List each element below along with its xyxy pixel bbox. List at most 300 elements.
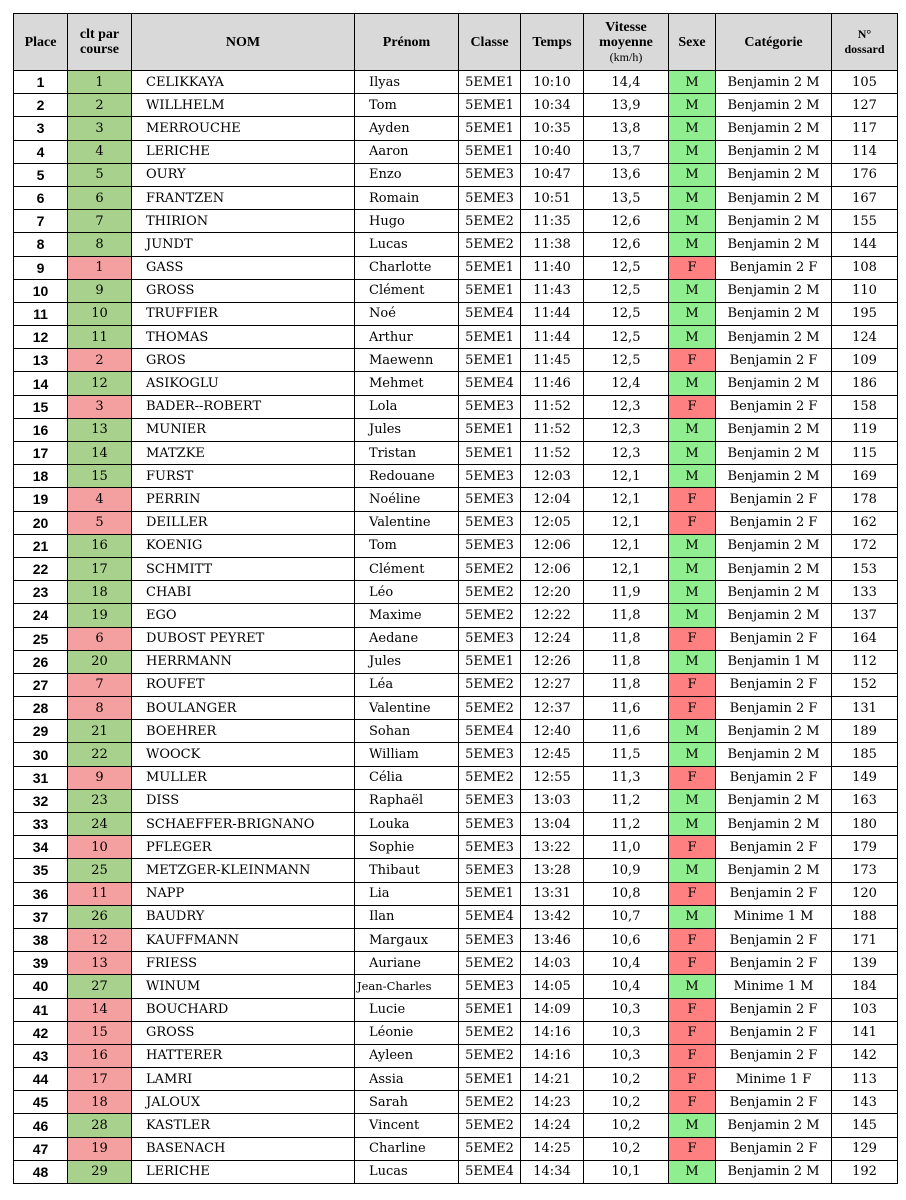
prenom-cell: Valentine (355, 697, 459, 720)
header-prenom: Prénom (355, 14, 459, 71)
clt-cell: 18 (68, 1091, 132, 1114)
categorie-cell: Benjamin 2 M (716, 163, 832, 186)
place-cell: 28 (14, 697, 68, 720)
table-row (14, 928, 898, 951)
dossard-cell: 108 (832, 256, 898, 279)
nom-cell: FURST (132, 465, 355, 488)
nom-cell: BADER--ROBERT (132, 395, 355, 418)
temps-cell: 11:46 (521, 372, 584, 395)
dossard-cell: 184 (832, 975, 898, 998)
vitesse-cell: 11,6 (584, 720, 669, 743)
classe-cell: 5EME1 (459, 117, 521, 140)
dossard-cell: 144 (832, 233, 898, 256)
table-row (14, 1091, 898, 1114)
nom-cell: BOUCHARD (132, 998, 355, 1021)
sexe-cell: F (669, 395, 716, 418)
sexe-cell: F (669, 1021, 716, 1044)
vitesse-cell: 11,8 (584, 604, 669, 627)
header-clt-line2: course (80, 42, 119, 57)
clt-cell: 17 (68, 1068, 132, 1091)
dossard-cell: 112 (832, 650, 898, 673)
nom-cell: GROSS (132, 279, 355, 302)
temps-cell: 12:45 (521, 743, 584, 766)
place-cell: 8 (14, 233, 68, 256)
classe-cell: 5EME1 (459, 94, 521, 117)
clt-cell: 19 (68, 604, 132, 627)
place-cell: 43 (14, 1044, 68, 1067)
table-row (14, 836, 898, 859)
place-cell: 5 (14, 163, 68, 186)
classe-cell: 5EME3 (459, 743, 521, 766)
place-cell: 24 (14, 604, 68, 627)
clt-cell: 9 (68, 279, 132, 302)
clt-cell: 1 (68, 71, 132, 94)
classe-cell: 5EME1 (459, 71, 521, 94)
temps-cell: 13:42 (521, 905, 584, 928)
clt-cell: 11 (68, 326, 132, 349)
clt-cell: 4 (68, 140, 132, 163)
categorie-cell: Benjamin 2 M (716, 418, 832, 441)
nom-cell: LAMRI (132, 1068, 355, 1091)
categorie-cell: Minime 1 M (716, 975, 832, 998)
prenom-cell: Lucie (355, 998, 459, 1021)
temps-cell: 10:51 (521, 186, 584, 209)
sexe-cell: F (669, 882, 716, 905)
categorie-cell: Benjamin 2 F (716, 256, 832, 279)
clt-cell: 15 (68, 465, 132, 488)
nom-cell: DEILLER (132, 511, 355, 534)
nom-cell: BASENACH (132, 1137, 355, 1160)
dossard-cell: 153 (832, 557, 898, 580)
place-cell: 4 (14, 140, 68, 163)
categorie-cell: Benjamin 2 M (716, 604, 832, 627)
prenom-cell: Tom (355, 94, 459, 117)
temps-cell: 12:22 (521, 604, 584, 627)
nom-cell: LERICHE (132, 140, 355, 163)
vitesse-cell: 10,9 (584, 859, 669, 882)
vitesse-cell: 10,7 (584, 905, 669, 928)
header-categorie: Catégorie (716, 14, 832, 71)
sexe-cell: M (669, 813, 716, 836)
temps-cell: 12:55 (521, 766, 584, 789)
vitesse-cell: 12,5 (584, 349, 669, 372)
dossard-cell: 180 (832, 813, 898, 836)
classe-cell: 5EME4 (459, 1160, 521, 1183)
temps-cell: 12:37 (521, 697, 584, 720)
prenom-cell: Margaux (355, 928, 459, 951)
clt-cell: 3 (68, 395, 132, 418)
dossard-cell: 124 (832, 326, 898, 349)
table-row (14, 372, 898, 395)
dossard-cell: 195 (832, 302, 898, 325)
dossard-cell: 115 (832, 442, 898, 465)
temps-cell: 10:35 (521, 117, 584, 140)
temps-cell: 14:23 (521, 1091, 584, 1114)
nom-cell: BAUDRY (132, 905, 355, 928)
vitesse-cell: 10,2 (584, 1114, 669, 1137)
prenom-cell: Aaron (355, 140, 459, 163)
prenom-cell: Ilan (355, 905, 459, 928)
temps-cell: 11:45 (521, 349, 584, 372)
prenom-cell: Maxime (355, 604, 459, 627)
clt-cell: 22 (68, 743, 132, 766)
table-row (14, 256, 898, 279)
clt-cell: 15 (68, 1021, 132, 1044)
table-row (14, 789, 898, 812)
vitesse-cell: 12,3 (584, 418, 669, 441)
sexe-cell: M (669, 302, 716, 325)
results-table (13, 13, 898, 1184)
clt-cell: 5 (68, 163, 132, 186)
vitesse-cell: 12,6 (584, 233, 669, 256)
nom-cell: FRIESS (132, 952, 355, 975)
header-row (14, 14, 898, 71)
prenom-cell: Ayden (355, 117, 459, 140)
temps-cell: 11:40 (521, 256, 584, 279)
place-cell: 27 (14, 673, 68, 696)
vitesse-cell: 12,5 (584, 326, 669, 349)
dossard-cell: 117 (832, 117, 898, 140)
dossard-cell: 131 (832, 697, 898, 720)
place-cell: 20 (14, 511, 68, 534)
classe-cell: 5EME3 (459, 859, 521, 882)
nom-cell: MUNIER (132, 418, 355, 441)
table-row (14, 511, 898, 534)
classe-cell: 5EME3 (459, 186, 521, 209)
dossard-cell: 129 (832, 1137, 898, 1160)
dossard-cell: 110 (832, 279, 898, 302)
table-row (14, 395, 898, 418)
table-row (14, 418, 898, 441)
clt-cell: 26 (68, 905, 132, 928)
categorie-cell: Benjamin 2 M (716, 789, 832, 812)
place-cell: 29 (14, 720, 68, 743)
categorie-cell: Benjamin 2 M (716, 581, 832, 604)
dossard-cell: 113 (832, 1068, 898, 1091)
dossard-cell: 145 (832, 1114, 898, 1137)
categorie-cell: Benjamin 2 M (716, 233, 832, 256)
table-row (14, 1137, 898, 1160)
vitesse-cell: 10,4 (584, 975, 669, 998)
clt-cell: 18 (68, 581, 132, 604)
classe-cell: 5EME1 (459, 418, 521, 441)
temps-cell: 11:38 (521, 233, 584, 256)
sexe-cell: M (669, 117, 716, 140)
clt-cell: 2 (68, 94, 132, 117)
categorie-cell: Benjamin 2 M (716, 210, 832, 233)
sexe-cell: F (669, 1044, 716, 1067)
vitesse-cell: 10,2 (584, 1137, 669, 1160)
prenom-cell: Sophie (355, 836, 459, 859)
categorie-cell: Benjamin 2 F (716, 511, 832, 534)
categorie-cell: Benjamin 2 F (716, 627, 832, 650)
nom-cell: TRUFFIER (132, 302, 355, 325)
sexe-cell: M (669, 534, 716, 557)
nom-cell: WILLHELM (132, 94, 355, 117)
sexe-cell: M (669, 720, 716, 743)
place-cell: 34 (14, 836, 68, 859)
temps-cell: 12:40 (521, 720, 584, 743)
vitesse-cell: 10,3 (584, 1021, 669, 1044)
place-cell: 30 (14, 743, 68, 766)
vitesse-cell: 12,5 (584, 256, 669, 279)
table-row (14, 1044, 898, 1067)
table-row (14, 975, 898, 998)
dossard-cell: 188 (832, 905, 898, 928)
nom-cell: DUBOST PEYRET (132, 627, 355, 650)
vitesse-cell: 11,2 (584, 813, 669, 836)
clt-cell: 12 (68, 928, 132, 951)
place-cell: 22 (14, 557, 68, 580)
table-row (14, 882, 898, 905)
nom-cell: CELIKKAYA (132, 71, 355, 94)
header-place: Place (14, 14, 68, 71)
classe-cell: 5EME3 (459, 813, 521, 836)
temps-cell: 14:34 (521, 1160, 584, 1183)
classe-cell: 5EME3 (459, 511, 521, 534)
clt-cell: 14 (68, 442, 132, 465)
nom-cell: MATZKE (132, 442, 355, 465)
vitesse-cell: 12,5 (584, 279, 669, 302)
vitesse-cell: 10,8 (584, 882, 669, 905)
classe-cell: 5EME2 (459, 1114, 521, 1137)
categorie-cell: Benjamin 2 F (716, 395, 832, 418)
place-cell: 38 (14, 928, 68, 951)
temps-cell: 11:43 (521, 279, 584, 302)
temps-cell: 11:44 (521, 302, 584, 325)
table-row (14, 279, 898, 302)
place-cell: 17 (14, 442, 68, 465)
temps-cell: 14:25 (521, 1137, 584, 1160)
classe-cell: 5EME3 (459, 928, 521, 951)
place-cell: 7 (14, 210, 68, 233)
dossard-cell: 114 (832, 140, 898, 163)
temps-cell: 12:20 (521, 581, 584, 604)
classe-cell: 5EME2 (459, 952, 521, 975)
classe-cell: 5EME1 (459, 650, 521, 673)
table-row (14, 905, 898, 928)
sexe-cell: M (669, 71, 716, 94)
clt-cell: 7 (68, 673, 132, 696)
sexe-cell: M (669, 279, 716, 302)
prenom-cell: Sarah (355, 1091, 459, 1114)
classe-cell: 5EME1 (459, 998, 521, 1021)
temps-cell: 12:27 (521, 673, 584, 696)
sexe-cell: M (669, 859, 716, 882)
results-sheet (13, 13, 898, 1184)
clt-cell: 1 (68, 256, 132, 279)
place-cell: 46 (14, 1114, 68, 1137)
classe-cell: 5EME3 (459, 395, 521, 418)
classe-cell: 5EME1 (459, 442, 521, 465)
categorie-cell: Benjamin 2 F (716, 998, 832, 1021)
categorie-cell: Benjamin 2 F (716, 836, 832, 859)
place-cell: 45 (14, 1091, 68, 1114)
sexe-cell: F (669, 998, 716, 1021)
prenom-cell: Tristan (355, 442, 459, 465)
temps-cell: 10:40 (521, 140, 584, 163)
nom-cell: LERICHE (132, 1160, 355, 1183)
dossard-cell: 141 (832, 1021, 898, 1044)
clt-cell: 23 (68, 789, 132, 812)
prenom-cell: Maewenn (355, 349, 459, 372)
classe-cell: 5EME1 (459, 140, 521, 163)
prenom-cell: Raphaël (355, 789, 459, 812)
nom-cell: OURY (132, 163, 355, 186)
table-row (14, 581, 898, 604)
prenom-cell: Enzo (355, 163, 459, 186)
clt-cell: 25 (68, 859, 132, 882)
sexe-cell: M (669, 418, 716, 441)
classe-cell: 5EME3 (459, 789, 521, 812)
prenom-cell: Charlotte (355, 256, 459, 279)
place-cell: 11 (14, 302, 68, 325)
prenom-cell: Léonie (355, 1021, 459, 1044)
nom-cell: BOULANGER (132, 697, 355, 720)
sexe-cell: F (669, 256, 716, 279)
categorie-cell: Benjamin 2 M (716, 279, 832, 302)
vitesse-cell: 13,5 (584, 186, 669, 209)
dossard-cell: 169 (832, 465, 898, 488)
place-cell: 14 (14, 372, 68, 395)
vitesse-cell: 12,1 (584, 557, 669, 580)
sexe-cell: M (669, 372, 716, 395)
dossard-cell: 119 (832, 418, 898, 441)
header-dossard-line2: dossard (844, 42, 885, 56)
prenom-cell: Auriane (355, 952, 459, 975)
table-row (14, 117, 898, 140)
nom-cell: GROS (132, 349, 355, 372)
classe-cell: 5EME4 (459, 372, 521, 395)
temps-cell: 11:52 (521, 418, 584, 441)
categorie-cell: Benjamin 2 M (716, 534, 832, 557)
prenom-cell: Valentine (355, 511, 459, 534)
dossard-cell: 120 (832, 882, 898, 905)
sexe-cell: F (669, 627, 716, 650)
clt-cell: 20 (68, 650, 132, 673)
vitesse-cell: 11,8 (584, 627, 669, 650)
prenom-cell: Arthur (355, 326, 459, 349)
temps-cell: 10:47 (521, 163, 584, 186)
nom-cell: CHABI (132, 581, 355, 604)
sexe-cell: M (669, 743, 716, 766)
classe-cell: 5EME1 (459, 279, 521, 302)
header-dossard (832, 14, 898, 71)
classe-cell: 5EME3 (459, 534, 521, 557)
temps-cell: 13:31 (521, 882, 584, 905)
header-classe: Classe (459, 14, 521, 71)
categorie-cell: Benjamin 2 M (716, 326, 832, 349)
classe-cell: 5EME2 (459, 1137, 521, 1160)
place-cell: 39 (14, 952, 68, 975)
table-row (14, 627, 898, 650)
table-row (14, 766, 898, 789)
categorie-cell: Benjamin 2 M (716, 442, 832, 465)
dossard-cell: 186 (832, 372, 898, 395)
dossard-cell: 139 (832, 952, 898, 975)
nom-cell: ASIKOGLU (132, 372, 355, 395)
place-cell: 31 (14, 766, 68, 789)
categorie-cell: Benjamin 2 F (716, 952, 832, 975)
clt-cell: 16 (68, 534, 132, 557)
sexe-cell: F (669, 836, 716, 859)
nom-cell: SCHAEFFER-BRIGNANO (132, 813, 355, 836)
clt-cell: 13 (68, 418, 132, 441)
sexe-cell: M (669, 210, 716, 233)
temps-cell: 13:03 (521, 789, 584, 812)
vitesse-cell: 11,2 (584, 789, 669, 812)
nom-cell: MERROUCHE (132, 117, 355, 140)
sexe-cell: F (669, 697, 716, 720)
nom-cell: WOOCK (132, 743, 355, 766)
header-vitesse-moyenne (584, 14, 669, 71)
nom-cell: KOENIG (132, 534, 355, 557)
categorie-cell: Benjamin 2 F (716, 882, 832, 905)
header-nom: NOM (132, 14, 355, 71)
table-row (14, 813, 898, 836)
table-row (14, 465, 898, 488)
sexe-cell: M (669, 233, 716, 256)
prenom-cell: Noéline (355, 488, 459, 511)
nom-cell: KAUFFMANN (132, 928, 355, 951)
place-cell: 3 (14, 117, 68, 140)
prenom-cell: Tom (355, 534, 459, 557)
classe-cell: 5EME3 (459, 627, 521, 650)
categorie-cell: Benjamin 2 M (716, 813, 832, 836)
sexe-cell: M (669, 905, 716, 928)
place-cell: 2 (14, 94, 68, 117)
prenom-cell: Noé (355, 302, 459, 325)
dossard-cell: 162 (832, 511, 898, 534)
clt-cell: 19 (68, 1137, 132, 1160)
vitesse-cell: 12,6 (584, 210, 669, 233)
header-dossard-line1: N° (857, 27, 872, 41)
dossard-cell: 152 (832, 673, 898, 696)
place-cell: 35 (14, 859, 68, 882)
nom-cell: HATTERER (132, 1044, 355, 1067)
prenom-cell: Lucas (355, 233, 459, 256)
prenom-cell: Ilyas (355, 71, 459, 94)
nom-cell: PFLEGER (132, 836, 355, 859)
dossard-cell: 167 (832, 186, 898, 209)
clt-cell: 2 (68, 349, 132, 372)
clt-cell: 12 (68, 372, 132, 395)
sexe-cell: F (669, 1137, 716, 1160)
table-row (14, 1160, 898, 1183)
classe-cell: 5EME3 (459, 465, 521, 488)
table-row (14, 743, 898, 766)
sexe-cell: F (669, 349, 716, 372)
temps-cell: 13:04 (521, 813, 584, 836)
sexe-cell: F (669, 488, 716, 511)
classe-cell: 5EME4 (459, 720, 521, 743)
sexe-cell: M (669, 465, 716, 488)
dossard-cell: 158 (832, 395, 898, 418)
nom-cell: WINUM (132, 975, 355, 998)
temps-cell: 14:03 (521, 952, 584, 975)
categorie-cell: Benjamin 2 M (716, 140, 832, 163)
categorie-cell: Benjamin 2 M (716, 859, 832, 882)
temps-cell: 13:22 (521, 836, 584, 859)
table-row (14, 673, 898, 696)
header-vitesse-line1: Vitesse (605, 19, 647, 35)
place-cell: 37 (14, 905, 68, 928)
place-cell: 9 (14, 256, 68, 279)
place-cell: 41 (14, 998, 68, 1021)
categorie-cell: Minime 1 F (716, 1068, 832, 1091)
prenom-cell: Jules (355, 418, 459, 441)
table-row (14, 163, 898, 186)
